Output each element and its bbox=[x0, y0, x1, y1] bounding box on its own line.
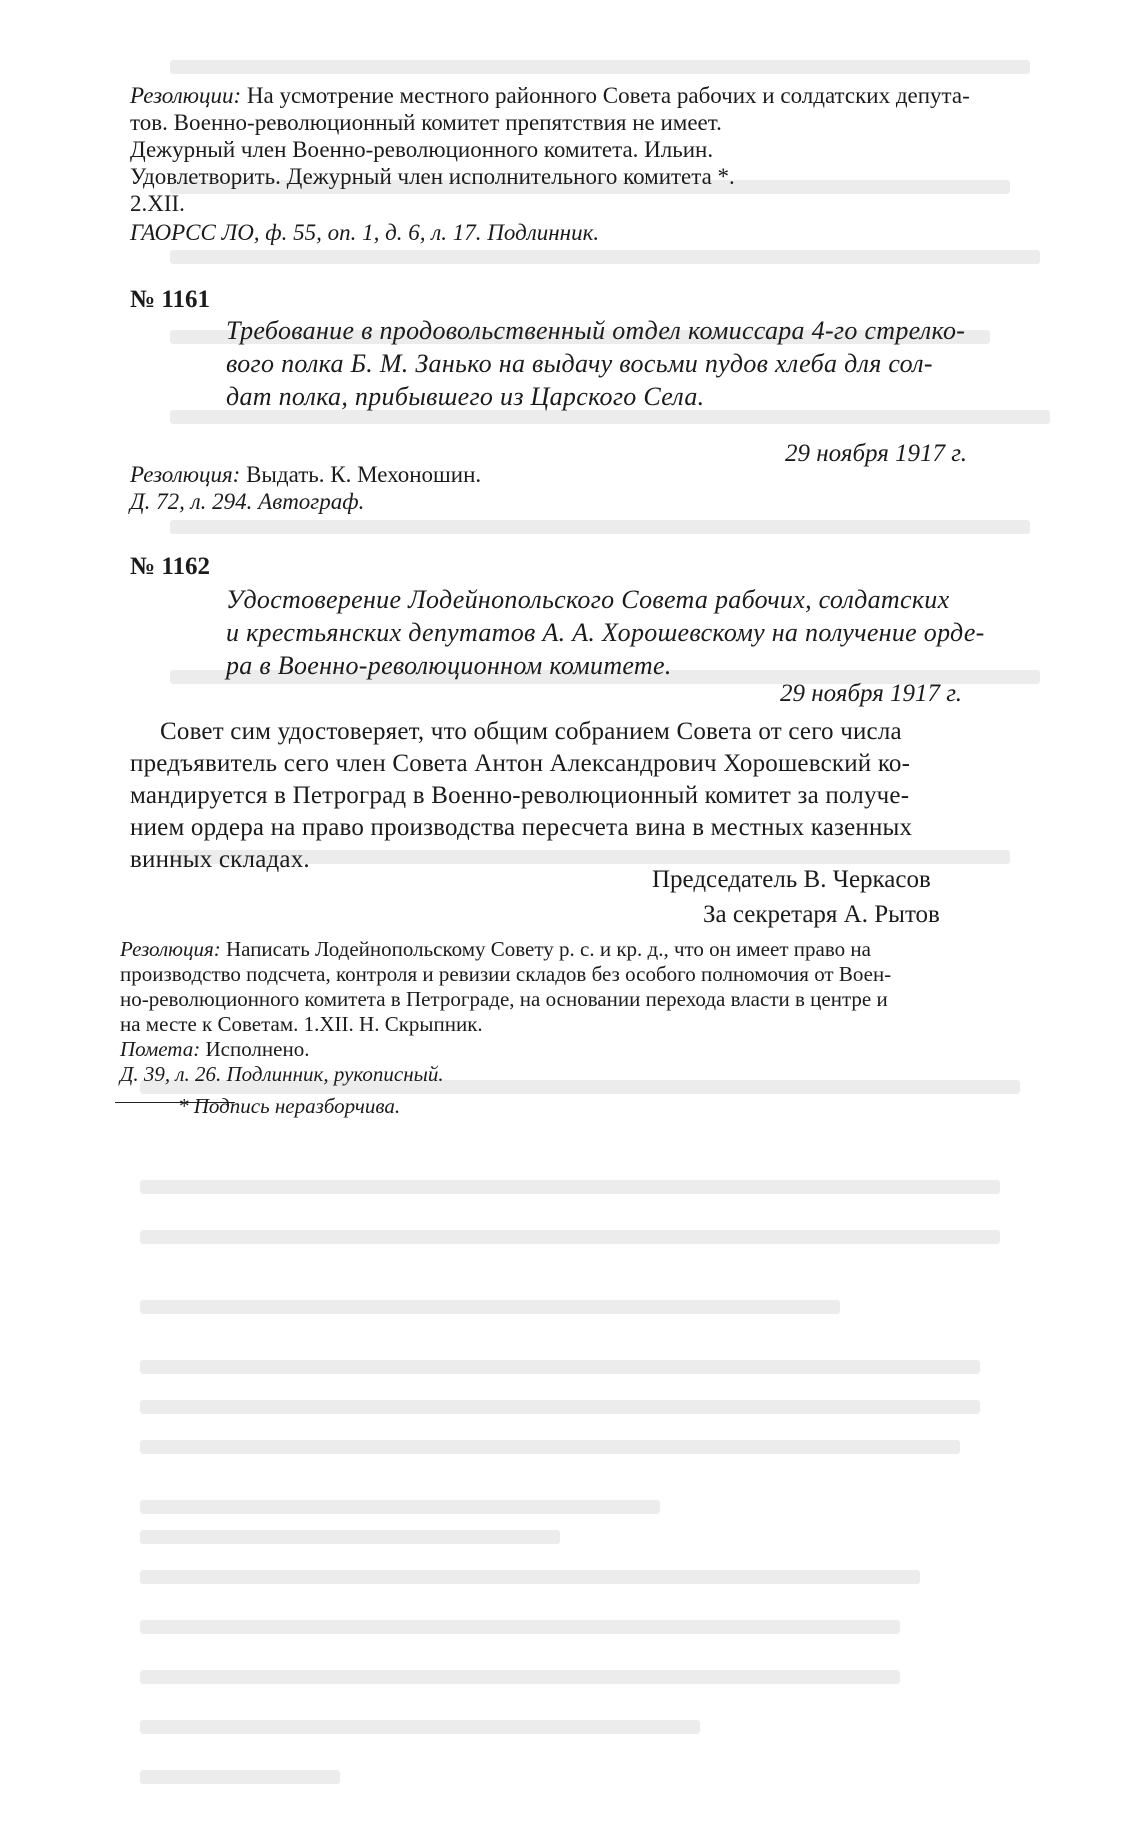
document-date: 29 ноября 1917 г. bbox=[785, 440, 967, 467]
archive-source: Д. 72, л. 294. Автограф. bbox=[130, 489, 365, 514]
document-number: № 1162 bbox=[130, 553, 210, 580]
resolution-line bbox=[130, 461, 481, 488]
signature-secretary: За секретаря А. Рытов bbox=[703, 901, 940, 928]
document-title-line: и крестьянских депутатов А. А. Хорошевскому на получение орде- bbox=[226, 618, 985, 647]
footnote: * Подпись неразборчива. bbox=[178, 1094, 401, 1118]
document-title-line: вого полка Б. М. Занько на выдачу восьми пудов хлеба для сол- bbox=[226, 349, 933, 378]
resolution-line bbox=[130, 82, 970, 109]
body-text-line: Совет сим удостоверяет, что общим собранием Совета от сего числа bbox=[160, 718, 902, 745]
signature-chairman: Председатель В. Черкасов bbox=[652, 866, 931, 893]
body-text-line: мандируется в Петроград в Военно-революционный комитет за получе- bbox=[130, 782, 910, 809]
resolution-text: Написать Лодейнопольскому Совету р. с. и кр. д., что он имеет право на bbox=[225, 937, 871, 961]
resolution-line: на месте к Советам. 1.XII. Н. Скрыпник. bbox=[120, 1012, 483, 1036]
archive-source: ГАОРСС ЛО, ф. 55, оп. 1, д. 6, л. 17. Подлинник. bbox=[130, 220, 600, 245]
resolution-line: Дежурный член Военно-революционного комитета. Ильин. bbox=[130, 137, 714, 162]
document-number: № 1161 bbox=[130, 286, 210, 313]
resolution-line: производство подсчета, контроля и ревизии складов без особого полномочия от Воен- bbox=[120, 962, 892, 986]
resolution-line: тов. Военно-революционный комитет препятствия не имеет. bbox=[130, 110, 722, 135]
resolution-label: Резолюция: bbox=[130, 462, 241, 487]
resolution-label: Резолюция: bbox=[120, 937, 221, 961]
note-label: Помета: bbox=[120, 1037, 201, 1061]
document-date: 29 ноября 1917 г. bbox=[780, 680, 962, 707]
document-title-line: ра в Военно-революционном комитете. bbox=[226, 651, 672, 680]
body-text-line: винных складах. bbox=[130, 846, 310, 873]
resolution-text: Выдать. К. Мехоношин. bbox=[246, 462, 482, 487]
body-text-line: нием ордера на право производства пересчета вина в местных казенных bbox=[130, 814, 913, 841]
document-title-line: Удостоверение Лодейнопольского Совета рабочих, солдатских bbox=[226, 585, 950, 614]
document-title-line: дат полка, прибывшего из Царского Села. bbox=[226, 382, 705, 411]
note-line bbox=[120, 1037, 309, 1062]
note-text: Исполнено. bbox=[205, 1037, 310, 1061]
document-title-line: Требование в продовольственный отдел комиссара 4-го стрелко- bbox=[226, 316, 966, 345]
resolution-text: На усмотрение местного районного Совета рабочих и солдатских депута- bbox=[246, 83, 970, 108]
resolution-label: Резолюции: bbox=[130, 83, 242, 108]
archive-source: Д. 39, л. 26. Подлинник, рукописный. bbox=[120, 1062, 444, 1086]
resolution-date: 2.XII. bbox=[130, 191, 185, 216]
resolution-line bbox=[120, 937, 871, 962]
resolution-line: но-революционного комитета в Петрограде, на основании перехода власти в центре и bbox=[120, 987, 888, 1011]
body-text-line: предъявитель сего член Совета Антон Александрович Хорошевский ко- bbox=[130, 750, 911, 777]
resolution-line: Удовлетворить. Дежурный член исполнительного комитета *. bbox=[130, 164, 735, 189]
